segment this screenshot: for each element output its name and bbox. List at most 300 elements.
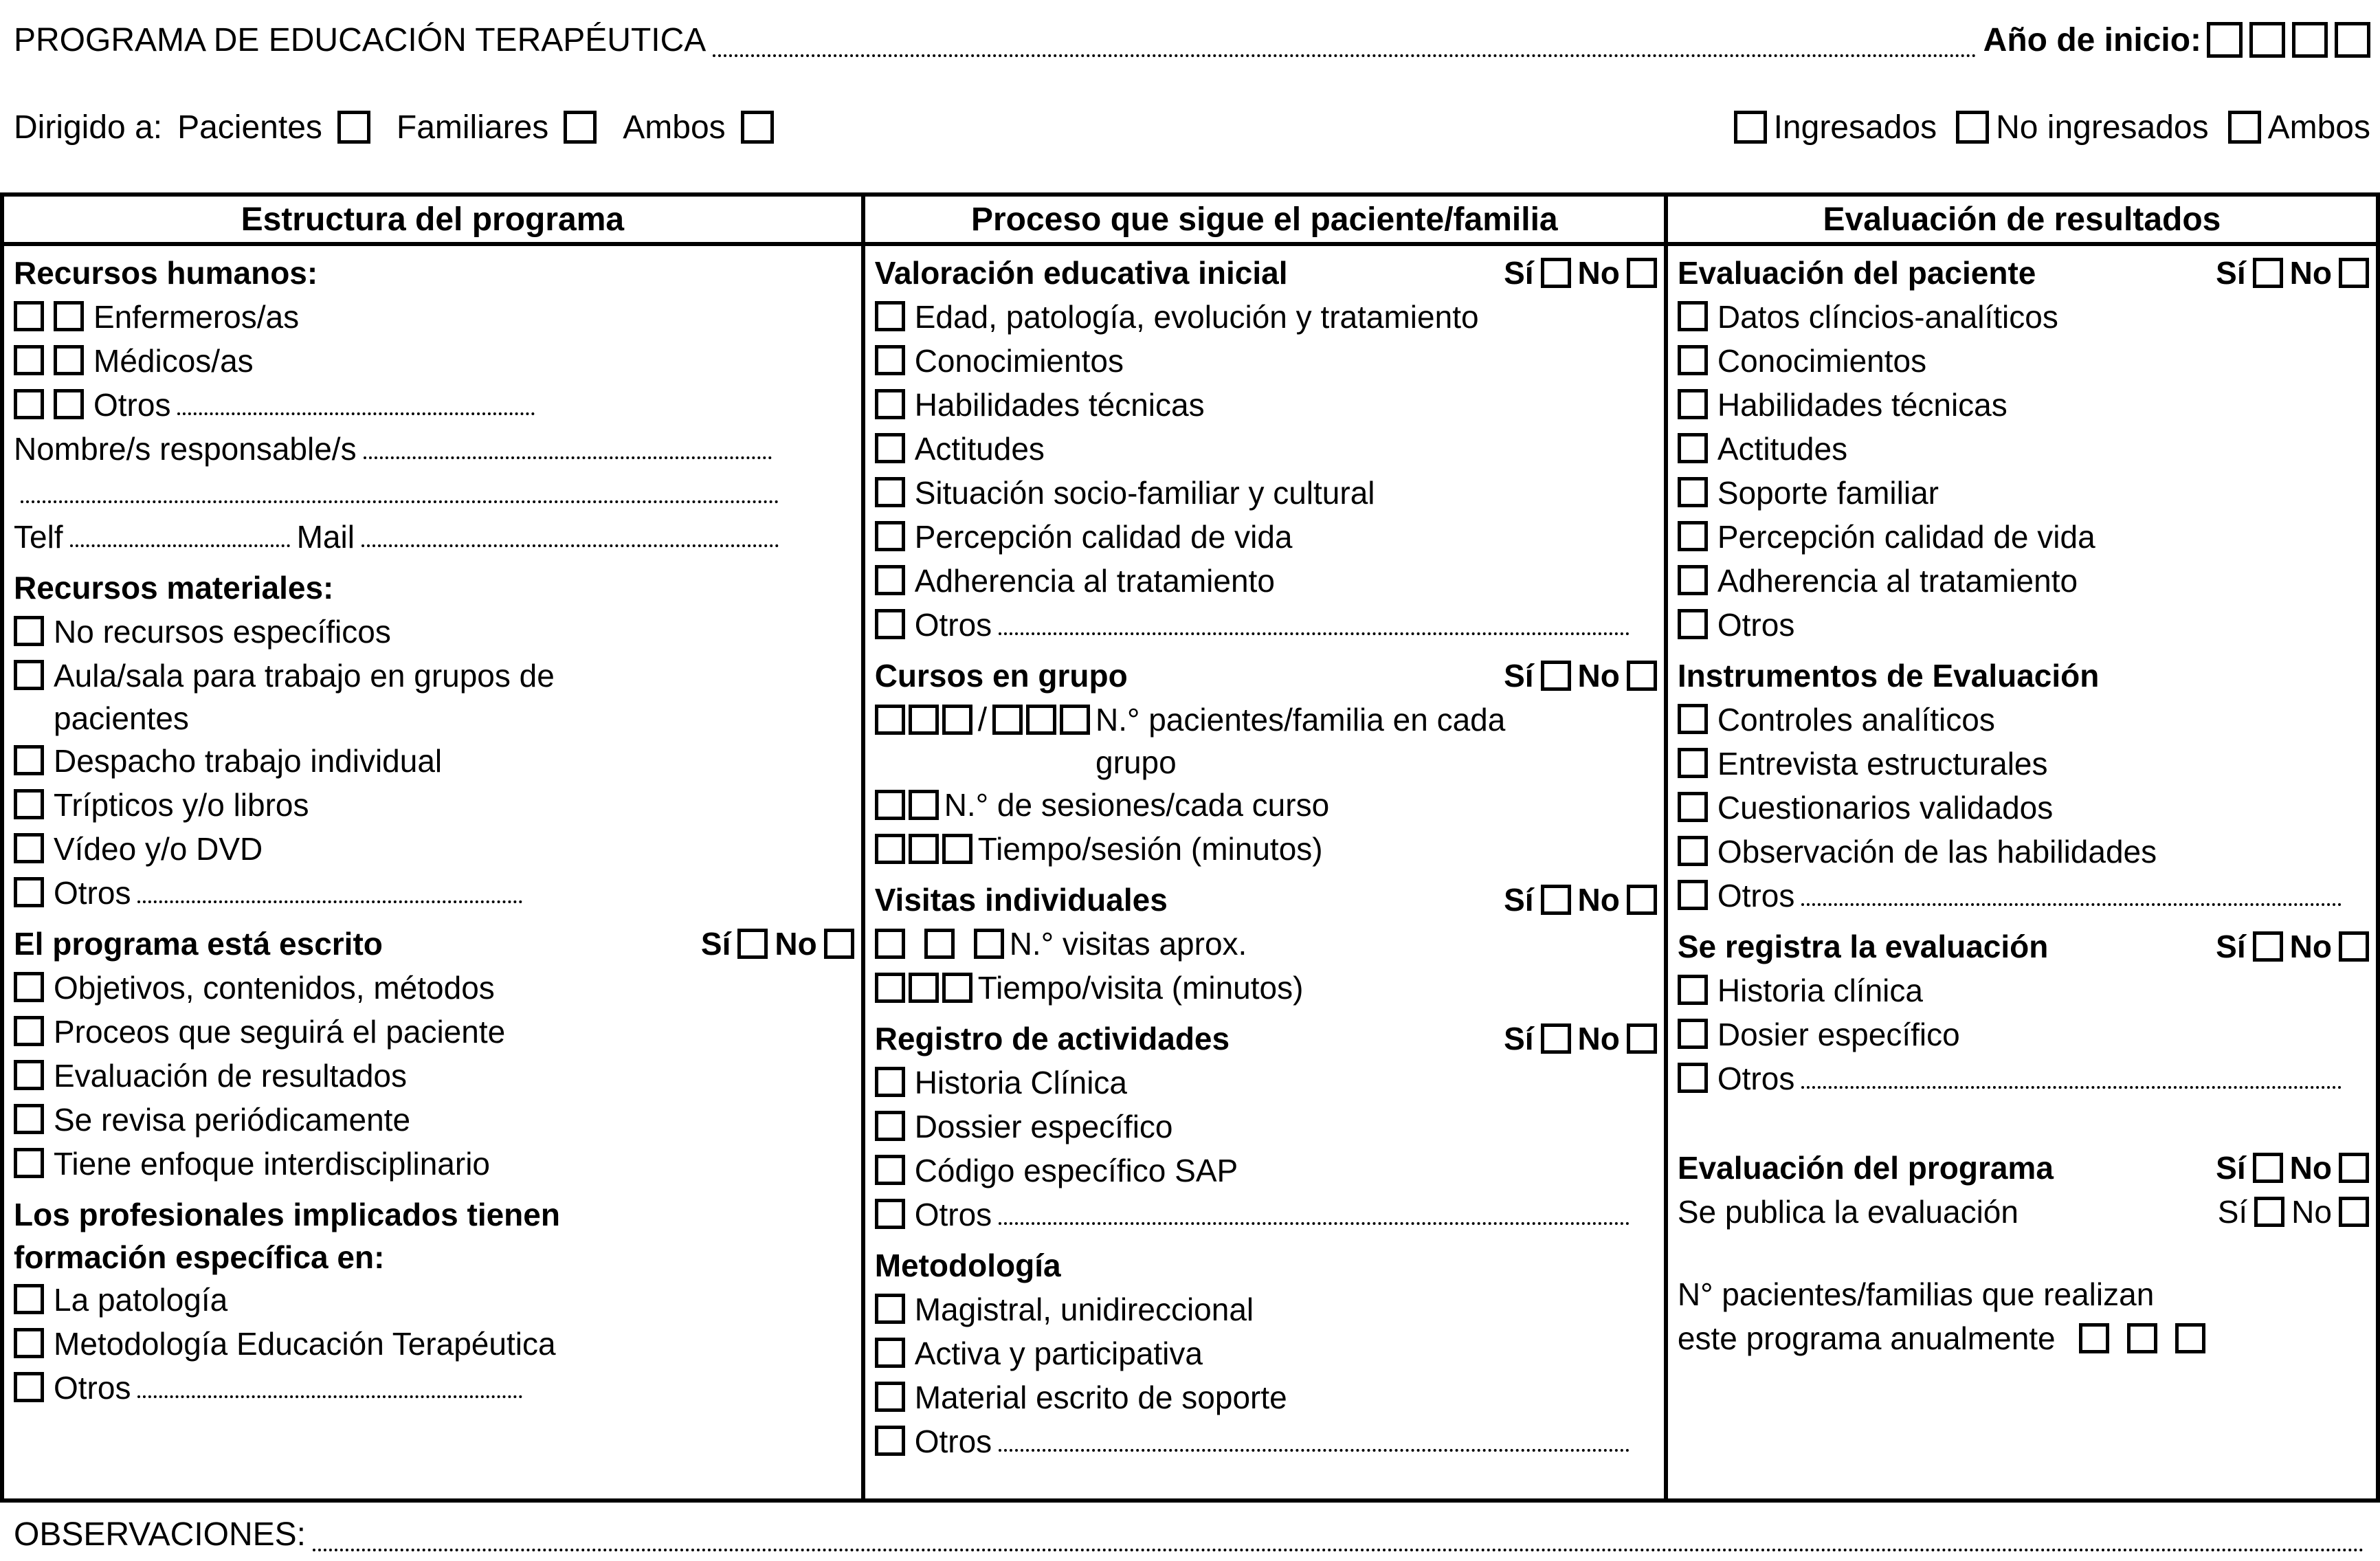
yes-no-group [2218,1191,2369,1233]
checkbox[interactable] [875,433,905,463]
form-item-row [1678,1013,2369,1057]
no-checkbox[interactable] [1627,661,1657,691]
dotted-write-line[interactable] [362,516,779,547]
dirigido-options [177,109,774,146]
spacer-row [1678,1101,2369,1140]
checkbox[interactable] [875,1294,905,1324]
start-year-boxes [2207,22,2370,58]
checkbox[interactable] [14,1148,44,1178]
checkbox[interactable] [54,301,84,331]
form-item-row [875,1061,1657,1105]
admission-checkbox[interactable] [1956,111,1989,144]
form-item-row [875,428,1657,472]
no-label: No [1577,658,1620,694]
checkbox[interactable] [992,705,1023,735]
item-label: N.° visitas aprox. [1009,926,1247,962]
no-label: No [775,926,817,962]
form-title: PROGRAMA DE EDUCACIÓN TERAPÉUTICA [14,21,707,58]
checkbox[interactable] [1678,704,1708,734]
section-heading: Metodología [874,1248,1061,1283]
section-heading-row [1678,925,2369,969]
item-label: N.° pacientes/familia en cada grupo [1096,702,1506,780]
section-heading-row [875,654,1657,698]
form-item-row [875,1332,1657,1376]
form-item-row [14,966,854,1010]
item-label: Otros [54,875,131,911]
no-label: No [2289,1150,2332,1186]
checkbox[interactable] [875,345,905,375]
form-item-row [875,1420,1657,1464]
section-heading: Evaluación del programa [1677,1150,2054,1186]
section-heading: Recursos materiales: [14,570,334,606]
dotted-write-line[interactable] [137,1366,522,1398]
no-label: No [1577,1021,1620,1056]
item-label: Otros [1717,878,1795,914]
section-heading-row [875,878,1657,922]
item-label: Soporte familiar [1717,475,1939,511]
column-header: Evaluación de resultados [1668,197,2376,246]
form-item-row [875,966,1657,1010]
section-heading-row [14,252,854,296]
checkbox[interactable] [875,389,905,419]
title-dotted-line[interactable] [713,34,1976,57]
column-body [865,246,1668,1498]
form-item-row [14,1322,854,1366]
dirigido-row [14,103,2370,151]
item-label: Tiene enfoque interdisciplinario [54,1146,491,1182]
item-label: Telf [14,519,63,555]
admission-option-label: No ingresados [1996,109,2209,146]
admission-option [1734,109,1937,146]
item-label: Otros [914,607,992,643]
item-label: Otros [914,1424,992,1459]
form-item-row [875,922,1657,966]
item-label: Objetivos, contenidos, métodos [54,970,495,1006]
checkbox[interactable] [942,973,972,1003]
checkbox[interactable] [54,345,84,375]
dirigido-label: Dirigido a: [14,109,163,146]
form-item-row [1678,560,2369,604]
checkbox[interactable] [1678,301,1708,331]
checkbox[interactable] [1678,389,1708,419]
admission-checkbox[interactable] [2228,111,2261,144]
checkbox[interactable] [14,877,44,907]
item-label: Metodología Educación Terapéutica [54,1326,556,1362]
yes-no-group [1504,252,1657,294]
item-label: Dosier específico [1717,1017,1960,1052]
form-item-row [875,698,1657,784]
checkbox[interactable] [909,705,939,735]
no-checkbox[interactable] [1627,885,1657,915]
dirigido-option-label: Ambos [623,109,726,146]
item-label: Percepción calidad de vida [914,519,1293,555]
checkbox[interactable] [14,660,44,690]
checkbox[interactable] [14,616,44,646]
yes-label: Sí [2216,1150,2246,1186]
checkbox[interactable] [924,929,955,959]
dotted-write-line[interactable] [999,604,1630,635]
checkbox[interactable] [875,1382,905,1412]
checkbox[interactable] [875,1426,905,1456]
item-label: Nombre/s responsable/s [14,431,357,467]
form-item-row [1678,340,2369,384]
item-label: No recursos específicos [54,614,391,650]
checkbox[interactable] [909,834,939,864]
item-label: N.° de sesiones/cada curso [944,787,1330,823]
checkbox[interactable] [1678,836,1708,866]
form-item-row [1678,1191,2369,1235]
form-item-row [14,1098,854,1142]
item-label: Trípticos y/o libros [54,787,309,823]
form-item-row [14,516,854,560]
item-label: Controles analíticos [1717,702,1995,738]
checkbox[interactable] [875,929,905,959]
dirigido-checkbox[interactable] [741,111,774,144]
form-item-row [14,828,854,872]
section-heading-row [875,252,1657,296]
admission-option-label: Ambos [2267,109,2370,146]
form-item-row [1678,384,2369,428]
form-item-row [14,654,854,740]
checkbox[interactable] [14,745,44,775]
item-label: Historia Clínica [914,1065,1128,1100]
checkbox[interactable] [875,790,905,820]
item-label: Percepción calidad de vida [1717,519,2095,555]
no-label: No [2289,255,2332,291]
spacer-row [1678,1235,2369,1273]
form-item-row [875,784,1657,828]
form-item-row [14,1054,854,1098]
dotted-write-line[interactable] [70,516,290,547]
item-label: Médicos/as [93,343,254,379]
checkbox[interactable] [974,929,1004,959]
column-header: Estructura del programa [4,197,865,246]
item-label: N° pacientes/familias que realizan [1677,1276,2155,1312]
no-label: No [2291,1194,2332,1230]
count-digit-box[interactable] [2175,1323,2205,1353]
admission-option [2228,109,2370,146]
checkbox[interactable] [875,1155,905,1185]
form-item-row [875,1288,1657,1332]
checkbox[interactable] [1060,705,1090,735]
no-checkbox[interactable] [2339,258,2369,288]
admission-option-label: Ingresados [1773,109,1937,146]
dirigido-checkbox[interactable] [564,111,597,144]
section-heading: Los profesionales implicados tienen formación específica en: [14,1197,560,1275]
checkbox[interactable] [1678,609,1708,639]
yes-label: Sí [1504,255,1534,291]
checkbox[interactable] [14,833,44,863]
section-heading-row [875,1244,1657,1288]
yes-checkbox[interactable] [2254,1197,2284,1227]
checkbox[interactable] [14,1060,44,1090]
year-digit-box[interactable] [2249,22,2285,58]
checkbox[interactable] [1678,792,1708,822]
item-label: Otros [1717,607,1795,643]
checkbox[interactable] [14,1284,44,1314]
checkbox[interactable] [942,705,972,735]
yes-label: Sí [1504,882,1534,918]
section-heading: Cursos en grupo [874,658,1128,694]
checkbox[interactable] [14,345,44,375]
yes-label: Sí [2216,255,2246,291]
item-label: Situación socio-familiar y cultural [914,475,1375,511]
item-label: Evaluación de resultados [54,1058,407,1094]
item-label: Cuestionarios validados [1717,790,2054,826]
dotted-write-line[interactable] [1801,874,2342,906]
dirigido-option-label: Pacientes [177,109,322,146]
checkbox[interactable] [14,789,44,819]
form-item-row [1678,698,2369,742]
form-item-row [14,1142,854,1186]
dotted-write-line[interactable] [1801,1057,2342,1089]
checkbox[interactable] [1678,521,1708,551]
column-body [1668,246,2376,1498]
admission-checkbox[interactable] [1734,111,1767,144]
yes-label: Sí [2217,1194,2248,1230]
yes-checkbox[interactable] [2253,931,2283,962]
dirigido-option [397,109,597,146]
form-item-row [14,340,854,384]
count-digit-box[interactable] [2079,1323,2109,1353]
section-heading: Recursos humanos: [14,255,318,291]
item-label: Tiempo/sesión (minutos) [977,831,1323,867]
section-heading: Se registra la evaluación [1677,929,2049,964]
item-label: Se publica la evaluación [1677,1194,2018,1230]
dotted-write-line[interactable] [137,872,522,903]
dotted-write-line[interactable] [999,1193,1630,1225]
form-item-row [875,1105,1657,1149]
checkbox[interactable] [1026,705,1056,735]
checkbox[interactable] [14,1372,44,1402]
item-label: Vídeo y/o DVD [54,831,263,867]
checkbox[interactable] [942,834,972,864]
section-heading: Registro de actividades [874,1021,1230,1056]
yes-no-group [2216,1147,2369,1189]
item-label: Enfermeros/as [93,299,300,335]
yes-checkbox[interactable] [2253,1153,2283,1183]
item-label: Proceos que seguirá el paciente [54,1014,506,1050]
yes-label: Sí [700,926,731,962]
checkbox[interactable] [1678,1019,1708,1049]
form-item-row [875,560,1657,604]
slash-separator: / [977,701,988,738]
no-checkbox[interactable] [1627,258,1657,288]
title-row [14,15,2370,65]
checkbox[interactable] [875,705,905,735]
dotted-write-line[interactable] [177,384,535,415]
box-group [875,922,1004,965]
yes-checkbox[interactable] [737,929,768,959]
checkbox[interactable] [14,1328,44,1358]
dotted-write-line[interactable] [21,472,779,503]
item-label: Material escrito de soporte [914,1380,1287,1415]
dotted-write-line[interactable] [364,428,772,459]
checkbox[interactable] [1678,748,1708,778]
section-heading: El programa está escrito [14,926,383,962]
yes-no-group [2216,252,2369,294]
section-heading: Instrumentos de Evaluación [1677,658,2100,694]
checkbox[interactable] [1678,975,1708,1005]
yes-checkbox[interactable] [1541,1023,1571,1054]
form-item-row [14,472,854,516]
item-label: Activa y participativa [914,1336,1203,1371]
item-label: Edad, patología, evolución y tratamiento [914,299,1479,335]
form-item-row [875,604,1657,647]
checkbox[interactable] [54,389,84,419]
no-label: No [2289,929,2332,964]
section-heading: Evaluación del paciente [1677,255,2036,291]
checkbox[interactable] [14,972,44,1002]
yes-label: Sí [2216,929,2246,964]
year-digit-box[interactable] [2335,22,2370,58]
dirigido-option [623,109,773,146]
yes-checkbox[interactable] [1541,258,1571,288]
section-heading-row [14,566,854,610]
form-item-row [14,872,854,916]
item-label: La patología [54,1282,228,1318]
checkbox[interactable] [875,834,905,864]
item-label: Aula/sala para trabajo en grupos de pacientes [54,658,555,736]
yes-label: Sí [1504,658,1534,694]
yes-no-group [1504,1017,1657,1060]
checkbox[interactable] [875,1067,905,1097]
column-header: Proceso que sigue el paciente/familia [865,197,1668,246]
count-box-group [2079,1317,2205,1360]
form-item-row [875,340,1657,384]
yes-no-group [1504,878,1657,921]
checkbox[interactable] [14,301,44,331]
checkbox[interactable] [14,1104,44,1134]
checkbox[interactable] [909,790,939,820]
no-checkbox[interactable] [2339,931,2369,962]
observations-dotted-line[interactable] [313,1528,2365,1551]
form-item-row [875,516,1657,560]
checkbox[interactable] [875,609,905,639]
checkbox[interactable] [14,1016,44,1046]
form-item-row [14,1278,854,1322]
no-checkbox[interactable] [1627,1023,1657,1054]
checkbox[interactable] [875,1338,905,1368]
form-item-row [1678,428,2369,472]
checkbox[interactable] [1678,1063,1708,1093]
yes-checkbox[interactable] [2253,258,2283,288]
admission-options [1734,109,2370,146]
form-item-row [1678,296,2369,340]
item-label: Tiempo/visita (minutos) [977,970,1304,1006]
item-label: Adherencia al tratamiento [1717,563,2078,599]
item-label: Historia clínica [1717,973,1923,1008]
box-group [875,784,939,826]
form-item-row [14,296,854,340]
yes-no-group [701,922,854,965]
checkbox[interactable] [875,301,905,331]
checkbox[interactable] [875,1111,905,1141]
form-item-row [875,472,1657,516]
checkbox[interactable] [1678,880,1708,910]
form-item-row [1678,472,2369,516]
item-label: Entrevista estructurales [1717,746,2048,782]
item-label: Otros [914,1197,992,1232]
item-label: Conocimientos [914,343,1124,379]
item-label: Mail [296,519,355,555]
form-item-row [1678,742,2369,786]
no-label: No [1577,882,1620,918]
form-item-row [14,384,854,428]
section-heading-row [1678,252,2369,296]
no-checkbox[interactable] [2339,1153,2369,1183]
box-group [875,698,1090,741]
item-label: Se revisa periódicamente [54,1102,411,1138]
form-item-row [14,1010,854,1054]
form-item-row [1678,1057,2369,1101]
section-heading-row [1678,654,2369,698]
section-heading-row [14,1193,854,1278]
item-label: Dossier específico [914,1109,1173,1144]
yes-checkbox[interactable] [1541,885,1571,915]
form-item-row [875,384,1657,428]
item-label: este programa anualmente [1677,1320,2056,1356]
column-body [4,246,865,1498]
box-group [875,966,972,1009]
item-label: Otros [54,1370,131,1406]
form-table [0,192,2380,1503]
checkbox[interactable] [1678,565,1708,595]
no-checkbox[interactable] [824,929,854,959]
yes-no-group [2216,925,2369,968]
dirigido-checkbox[interactable] [337,111,370,144]
section-heading: Valoración educativa inicial [874,255,1288,291]
yes-checkbox[interactable] [1541,661,1571,691]
form-item-row [875,1376,1657,1420]
checkbox[interactable] [909,973,939,1003]
form-item-row [1678,830,2369,874]
item-label: Datos clíncios-analíticos [1717,299,2058,335]
observations-row [0,1512,2380,1556]
form-item-row [14,740,854,784]
form-item-row [875,296,1657,340]
form-item-row [1678,874,2369,918]
checkbox[interactable] [875,565,905,595]
checkbox[interactable] [875,1199,905,1229]
item-label: Actitudes [1717,431,1848,467]
form-item-row [875,1193,1657,1237]
checkbox[interactable] [875,477,905,507]
item-label: Observación de las habilidades [1717,834,2157,870]
start-year-label: Año de inicio: [1983,21,2201,58]
count-digit-box[interactable] [2127,1323,2157,1353]
checkbox[interactable] [1678,477,1708,507]
year-digit-box[interactable] [2292,22,2328,58]
dirigido-option-label: Familiares [396,109,549,146]
checkbox[interactable] [14,389,44,419]
checkbox[interactable] [875,521,905,551]
item-label: Código específico SAP [914,1153,1238,1188]
item-label: Habilidades técnicas [1717,387,2008,423]
form-item-row [14,1366,854,1410]
checkbox[interactable] [1678,345,1708,375]
checkbox[interactable] [1678,433,1708,463]
section-heading-row [1678,1147,2369,1191]
checkbox[interactable] [875,973,905,1003]
section-heading-row [14,922,854,966]
form-item-row [1678,516,2369,560]
no-checkbox[interactable] [2339,1197,2369,1227]
year-digit-box[interactable] [2207,22,2243,58]
yes-label: Sí [1504,1021,1534,1056]
dotted-write-line[interactable] [999,1420,1630,1452]
form-item-row [875,828,1657,872]
